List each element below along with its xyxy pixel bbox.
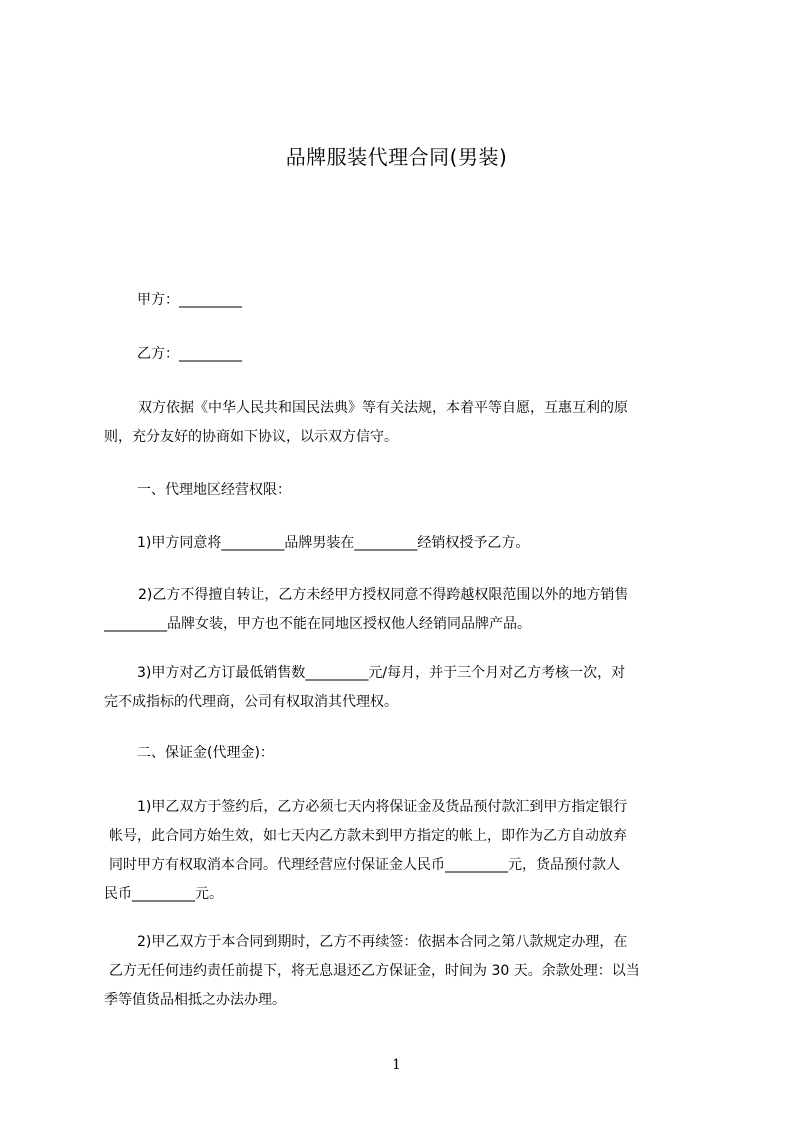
- clause-1-1: 1)甲方同意将_________品牌男装在_________经销权授予乙方。: [137, 535, 530, 551]
- clause-2-1-line-2: 帐号，此合同方始生效，如七天内乙方款未到甲方指定的帐上，即作为乙方自动放弃: [109, 828, 627, 844]
- clause-1-3-paragraph: [104, 663, 700, 712]
- clause-2-1-paragraph: [104, 797, 700, 904]
- clause-2-1-line-4: 民币_________元。: [104, 886, 223, 902]
- document-title: 品牌服装代理合同(男装): [285, 145, 508, 169]
- clause-2-1-line-1: 1)甲乙双方于签约后，乙方必须七天内将保证金及货品预付款汇到甲方指定银行: [137, 799, 628, 815]
- clause-2-2-line-1: 2)甲乙双方于本合同到期时，乙方不再续签：依据本合同之第八款规定办理，在: [137, 934, 628, 950]
- clause-2-2-paragraph: [104, 932, 700, 1010]
- page-number: 1: [392, 1057, 401, 1073]
- clause-1-3-line-1: 3)甲方对乙方订最低销售数_________元/每月，并于三个月对乙方考核一次，对: [137, 665, 626, 681]
- clause-2-1-line-3: 同时甲方有权取消本合同。代理经营应付保证金人民币_________元，货品预付款人: [109, 857, 620, 873]
- preamble-paragraph: [104, 398, 700, 447]
- clause-1-2-paragraph: [104, 585, 700, 634]
- preamble-line-2: 则，充分友好的协商如下协议，以示双方信守。: [104, 429, 398, 445]
- section-2-heading: 二、保证金(代理金)：: [137, 745, 274, 761]
- clause-1-3-line-2: 完不成指标的代理商，公司有权取消其代理权。: [104, 694, 398, 710]
- preamble-line-1: 双方依据《中华人民共和国民法典》等有关法规，本着平等自愿，互惠互利的原: [124, 400, 628, 416]
- clause-1-2-line-2: _________品牌女装，甲方也不能在同地区授权他人经销同品牌产品。: [104, 616, 531, 632]
- clause-2-2-line-3: 季等值货品相抵之办法办理。: [104, 992, 286, 1008]
- clause-1-2-line-1: 2)乙方不得擅自转让，乙方未经甲方授权同意不得跨越权限范围以外的地方销售: [138, 587, 629, 603]
- party-a-line: 甲方：_________: [137, 292, 242, 308]
- section-1-heading: 一、代理地区经营权限：: [137, 482, 291, 498]
- clause-2-2-line-2: 乙方无任何违约责任前提下，将无息退还乙方保证金，时间为 30 天。余款处理：以当: [109, 963, 640, 979]
- party-b-line: 乙方：_________: [137, 346, 242, 362]
